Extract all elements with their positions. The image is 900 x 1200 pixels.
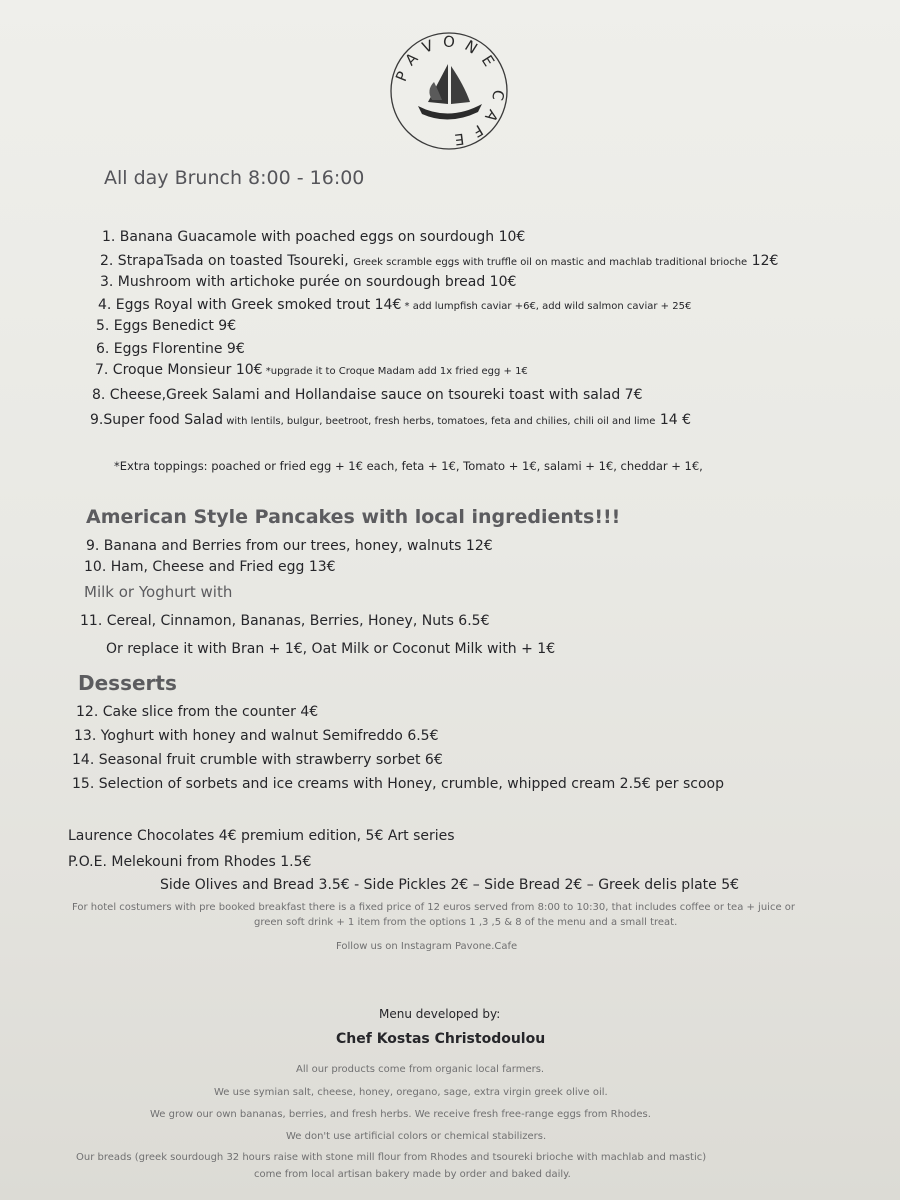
brunch-item-1: 1. Banana Guacamole with poached eggs on sourdough 10€ xyxy=(102,229,526,245)
chocolates-line: Laurence Chocolates 4€ premium edition, 5€ Art series xyxy=(68,828,455,844)
footer-line-1: All our products come from organic local farmers. xyxy=(296,1064,545,1075)
sides-line: Side Olives and Bread 3.5€ - Side Pickles 2€ – Side Bread 2€ – Greek delis plate 5€ xyxy=(160,877,740,893)
hotel-note-line-2: green soft drink + 1 item from the options 1 ,3 ,5 & 8 of the menu and a small treat. xyxy=(254,917,678,928)
pancake-item-10: 10. Ham, Cheese and Fried egg 13€ xyxy=(84,559,336,575)
footer-line-3: We grow our own bananas, berries, and fresh herbs. We receive fresh free-range eggs from Rhodes. xyxy=(150,1109,651,1120)
milk-replace-note: Or replace it with Bran + 1€, Oat Milk or Coconut Milk with + 1€ xyxy=(106,641,556,657)
brunch-item-3: 3. Mushroom with artichoke purée on sourdough bread 10€ xyxy=(100,274,517,290)
brunch-item-6: 6. Eggs Florentine 9€ xyxy=(96,341,245,357)
dessert-item-13: 13. Yoghurt with honey and walnut Semifreddo 6.5€ xyxy=(74,728,439,744)
hotel-note-line-1: For hotel costumers with pre booked breakfast there is a fixed price of 12 euros served from 8:00 to 10:30, that includes coffee or tea + juice or xyxy=(72,902,796,913)
pancakes-title: American Style Pancakes with local ingredients!!! xyxy=(86,506,621,528)
brunch-item-4: 4. Eggs Royal with Greek smoked trout 14€ * add lumpfish caviar +6€, add wild salmon caviar + 25€ xyxy=(98,297,692,313)
footer-line-4: We don't use artificial colors or chemical stabilizers. xyxy=(286,1131,547,1142)
melekouni-line: P.O.E. Melekouni from Rhodes 1.5€ xyxy=(68,854,312,870)
brunch-item-9: 9.Super food Salad with lentils, bulgur, beetroot, fresh herbs, tomatoes, feta and chilies, chili oil and lime 14 € xyxy=(90,412,692,428)
dessert-item-15: 15. Selection of sorbets and ice creams with Honey, crumble, whipped cream 2.5€ per scoop xyxy=(72,776,725,792)
menu-developed-label: Menu developed by: xyxy=(379,1007,501,1021)
footer-line-2: We use symian salt, cheese, honey, oregano, sage, extra virgin greek olive oil. xyxy=(214,1087,608,1098)
desserts-title: Desserts xyxy=(78,671,177,695)
brunch-item-7: 7. Croque Monsieur 10€ *upgrade it to Croque Madam add 1x fried egg + 1€ xyxy=(95,362,528,378)
svg-text:PAVONE CAFE: PAVONE CAFE xyxy=(392,32,508,150)
dessert-item-12: 12. Cake slice from the counter 4€ xyxy=(76,704,319,720)
footer-line-6: come from local artisan bakery made by order and baked daily. xyxy=(254,1169,571,1180)
pancake-item-9: 9. Banana and Berries from our trees, honey, walnuts 12€ xyxy=(86,538,493,554)
brunch-title: All day Brunch 8:00 - 16:00 xyxy=(104,167,365,189)
extra-toppings-note: *Extra toppings: poached or fried egg + 1€ each, feta + 1€, Tomato + 1€, salami + 1€, cheddar + 1€, xyxy=(114,459,703,473)
dessert-item-14: 14. Seasonal fruit crumble with strawberry sorbet 6€ xyxy=(72,752,443,768)
footer-line-5: Our breads (greek sourdough 32 hours raise with stone mill flour from Rhodes and tsoureki brioche with machlab and mastic) xyxy=(76,1152,707,1163)
instagram-note: Follow us on Instagram Pavone.Cafe xyxy=(336,941,518,952)
brunch-item-2: 2. StrapaTsada on toasted Tsoureki, Greek scramble eggs with truffle oil on mastic and machlab traditional brioche 12€ xyxy=(100,253,779,269)
milk-title: Milk or Yoghurt with xyxy=(84,583,233,601)
pavone-cafe-logo xyxy=(388,30,510,152)
milk-item-11: 11. Cereal, Cinnamon, Bananas, Berries, Honey, Nuts 6.5€ xyxy=(80,613,490,629)
chef-name: Chef Kostas Christodoulou xyxy=(336,1031,546,1047)
brunch-item-5: 5. Eggs Benedict 9€ xyxy=(96,318,237,334)
brunch-item-8: 8. Cheese,Greek Salami and Hollandaise sauce on tsoureki toast with salad 7€ xyxy=(92,387,643,403)
